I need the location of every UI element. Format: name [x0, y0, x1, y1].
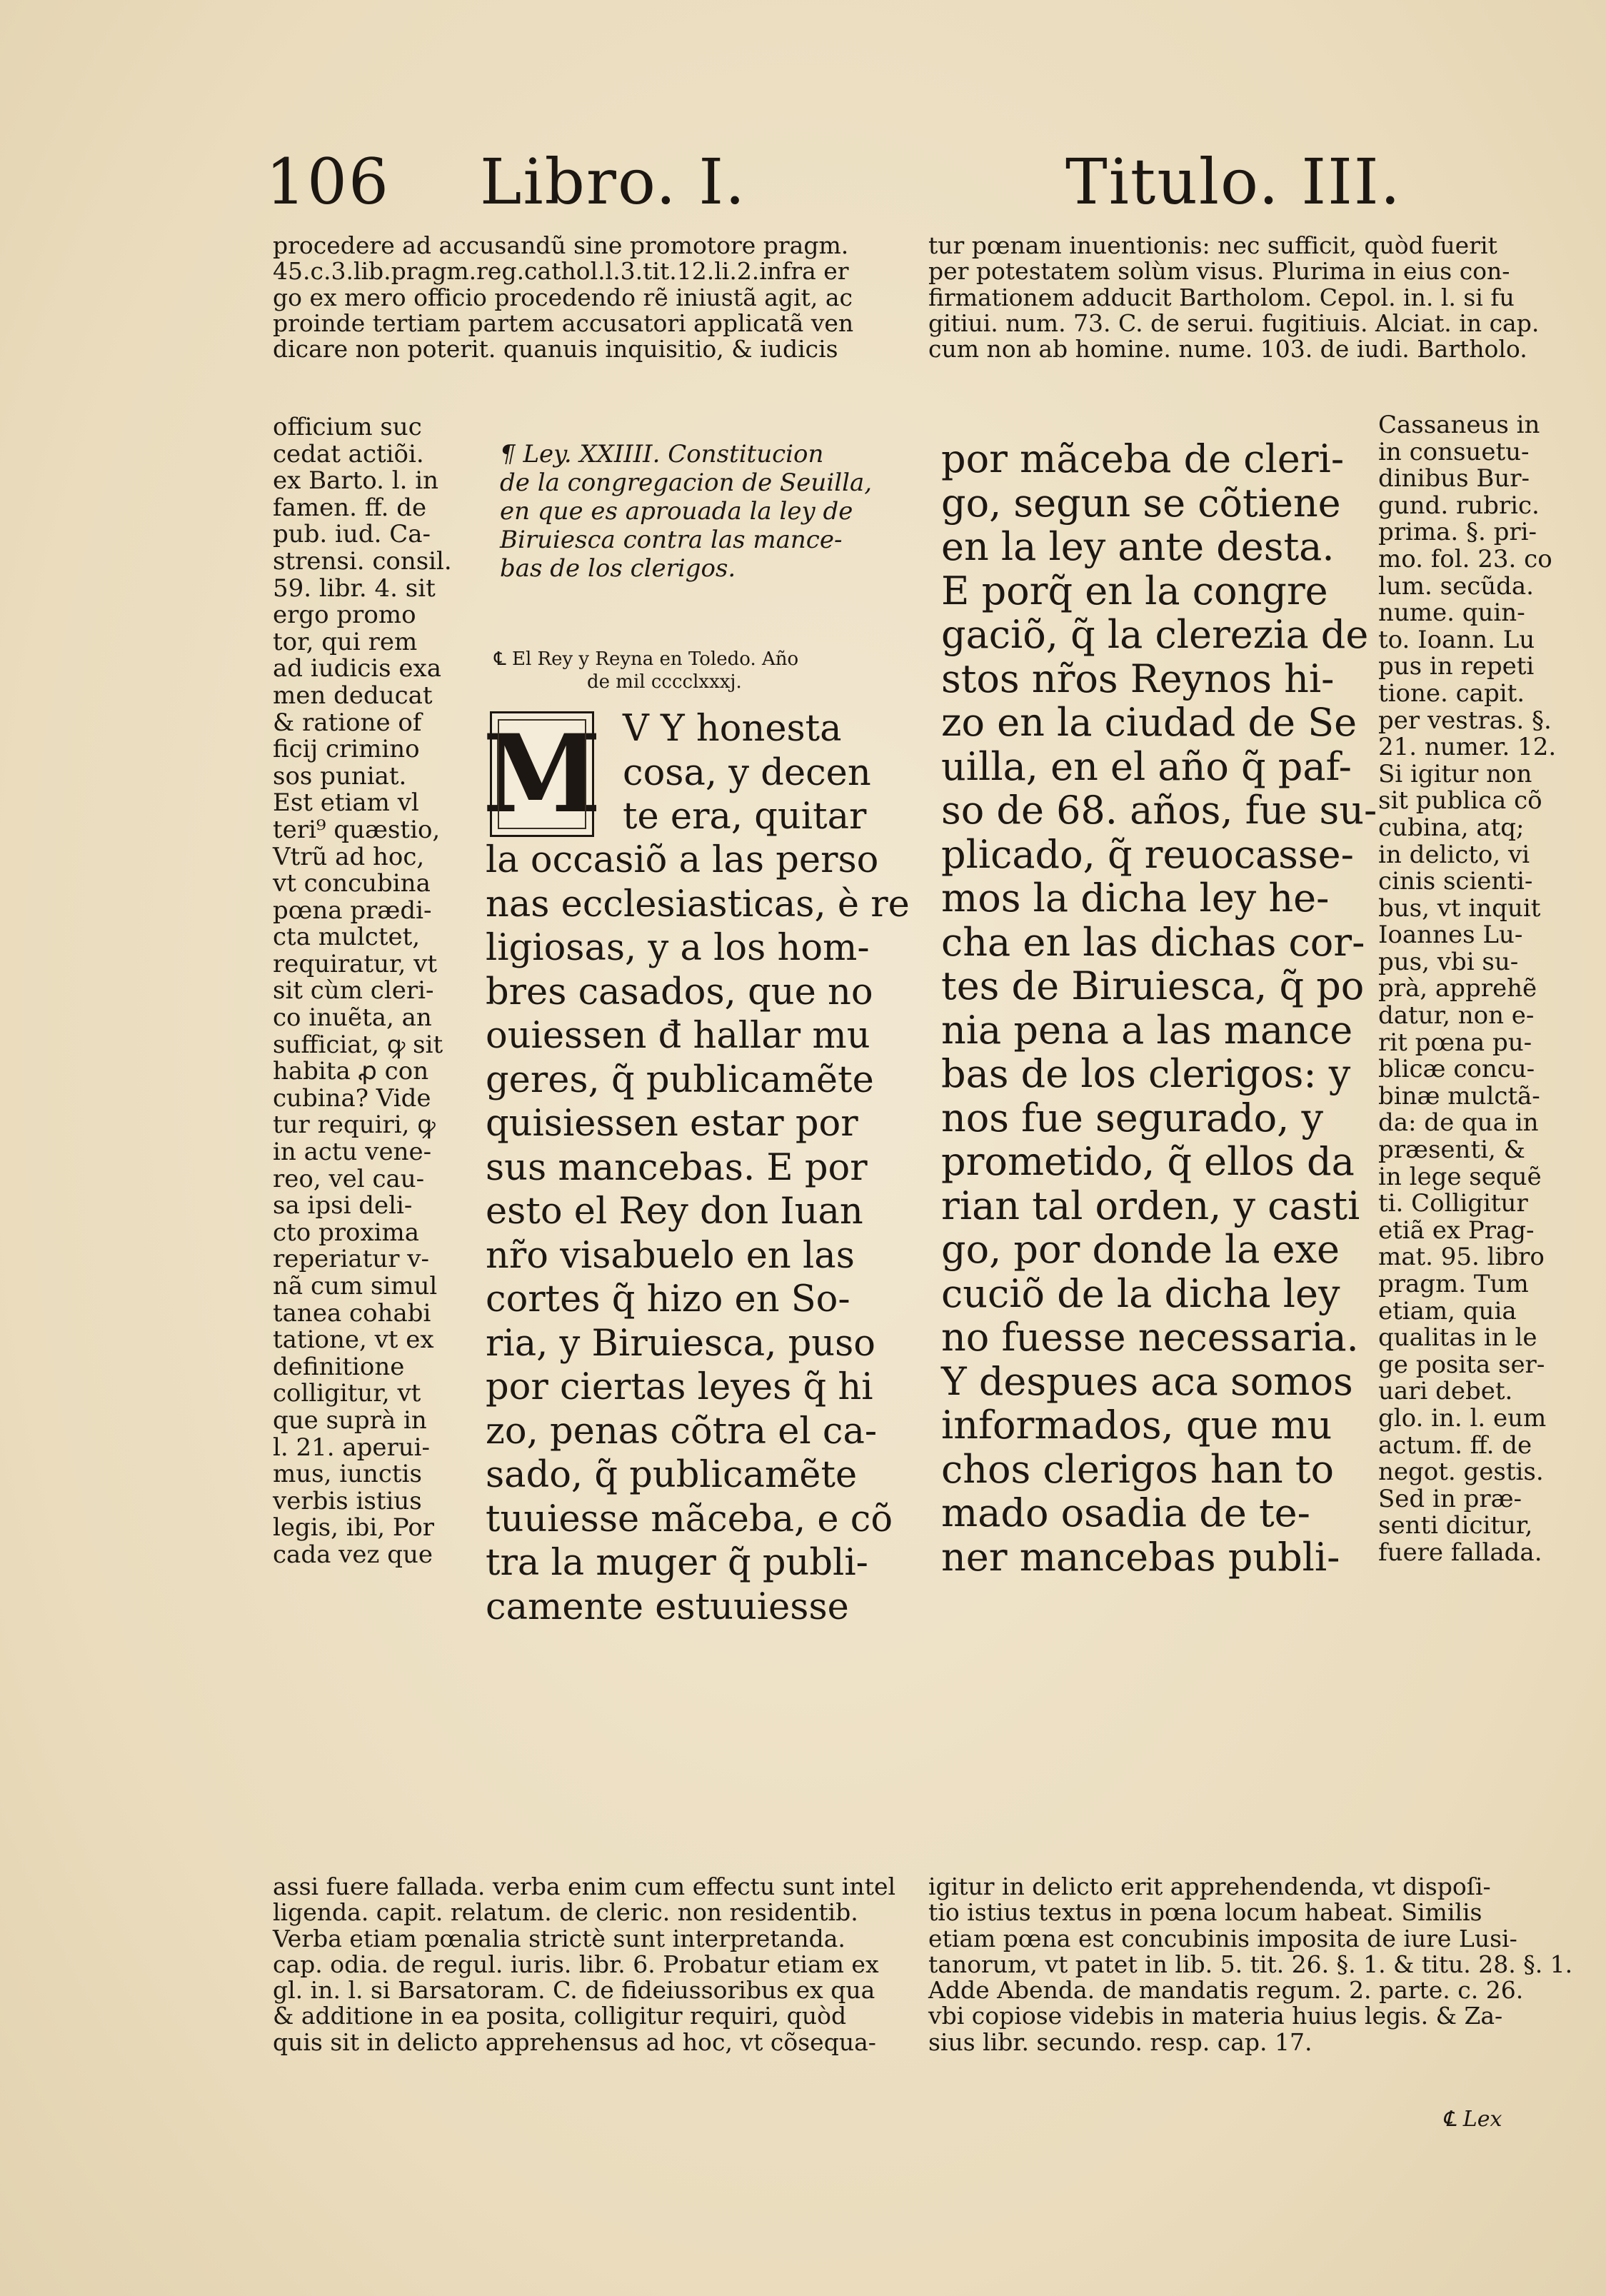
gloss-line: binæ mulctã- — [1378, 1081, 1540, 1111]
gloss-line: quis sit in delicto apprehensus ad hoc, vt cõsequa- — [273, 2027, 876, 2056]
gloss-line: & ratione of — [273, 708, 422, 737]
rubric-line: Biruiesca contra las mance- — [500, 526, 843, 554]
rubric-line: de la congregacion de Seuilla, — [500, 468, 873, 497]
running-head-title: Titulo. III. — [1065, 145, 1402, 219]
gloss-bottom-left — [273, 1874, 895, 2055]
law-line: cortes q̃ hizo en So- — [486, 1278, 850, 1320]
law-line: ria, y Biruiesca, puso — [486, 1322, 875, 1365]
rubric-date-line: de mil cccclxxxj. — [587, 671, 742, 693]
law-line: mado osadia de te- — [941, 1490, 1310, 1535]
law-line: esto el Rey don Iuan — [486, 1190, 863, 1233]
gloss-line: mo. fol. 23. co — [1378, 544, 1552, 573]
gloss-line: etiam pœna est concubinis imposita de iure Lusi- — [928, 1924, 1517, 1952]
gloss-line: pœna prædi- — [273, 896, 432, 925]
law-line: rian tal orden, y casti — [941, 1183, 1360, 1228]
gloss-line: gl. in. l. si Barsatoram. C. de fideiussoribus ex qua — [273, 1976, 875, 2005]
gloss-line: cedat actiõi. — [273, 439, 424, 468]
gloss-line: Si igitur non — [1378, 759, 1532, 788]
law-text-left — [486, 838, 910, 1629]
gloss-line: sit cùm cleri- — [273, 976, 434, 1006]
law-line: informados, que mu — [941, 1403, 1333, 1448]
gloss-line: cubina? Vide — [273, 1083, 431, 1113]
gloss-line: dinibus Bur- — [1378, 464, 1530, 493]
law-line: prometido, q̃ ellos da — [941, 1139, 1355, 1184]
gloss-line: cta mulctet, — [273, 923, 421, 952]
gloss-line: sufficiat, ꝙ sit — [273, 1030, 443, 1059]
gloss-line: assi fuere fallada. verba enim cum effectu sunt intel — [273, 1873, 896, 1900]
gloss-line: 45.c.3.lib.pragm.reg.cathol.l.3.tit.12.li.2.infra er — [273, 257, 849, 286]
gloss-line: tor, qui rem — [273, 627, 418, 656]
gloss-line: datur, non e- — [1378, 1001, 1535, 1031]
gloss-line: ligenda. capit. relatum. de cleric. non residentib. — [273, 1898, 858, 1927]
gloss-line: habita ꝓ con — [273, 1057, 429, 1086]
gloss-line: Cassaneus in — [1378, 411, 1540, 439]
gloss-line: rit pœna pu- — [1378, 1028, 1532, 1057]
gloss-line: strensi. consil. — [273, 546, 452, 576]
law-line: ligiosas, y a los hom- — [486, 927, 870, 969]
gloss-line: definitione — [273, 1352, 405, 1381]
gloss-line: cto proxima — [273, 1218, 420, 1247]
gloss-line: verbis istius — [273, 1486, 422, 1515]
rubric-line: ¶ Ley. XXIIII. Constitucion — [500, 440, 824, 468]
gloss-line: legis, ibi, Por — [273, 1513, 435, 1543]
law-line: ner mancebas publi- — [941, 1534, 1340, 1580]
gloss-line: in delicto, vi — [1378, 840, 1530, 869]
law-line: nas ecclesiasticas, è re — [486, 883, 910, 926]
gloss-line: tur pœnam inuentionis: nec sufficit, quòd fuerit — [928, 231, 1497, 259]
gloss-line: da: de qua in — [1378, 1108, 1539, 1138]
gloss-line: ficij crimino — [273, 735, 420, 764]
gloss-line: cap. odia. de regul. iuris. libr. 6. Probatur etiam ex — [273, 1950, 879, 1978]
gloss-line: teri⁹ quæstio, — [273, 815, 441, 844]
law-line: E porq̃ en la congre — [941, 568, 1328, 613]
gloss-line: ti. Colligitur — [1378, 1189, 1528, 1218]
law-line: zo en la ciudad de Se — [941, 700, 1357, 745]
gloss-line: procedere ad accusandũ sine promotore pragm. — [273, 231, 849, 259]
law-line: camente estuuiesse — [486, 1585, 849, 1628]
gloss-line: men deducat — [273, 681, 433, 710]
gloss-line: ergo promo — [273, 601, 416, 630]
law-line: go, segun se cõtiene — [941, 480, 1341, 526]
law-line: cha en las dichas cor- — [941, 919, 1365, 965]
gloss-line: pragm. Tum — [1378, 1270, 1529, 1298]
gloss-line: ad iudicis exa — [273, 654, 441, 683]
gloss-line: præsenti, & — [1378, 1136, 1525, 1165]
running-head-book: Libro. I. — [480, 145, 747, 219]
law-line: cuciõ de la dicha ley — [941, 1270, 1340, 1316]
gloss-line: & additione in ea posita, colligitur requiri, quòd — [273, 2002, 847, 2030]
gloss-right-column — [1378, 412, 1556, 1567]
gloss-line: nã cum simul — [273, 1272, 438, 1300]
gloss-line: reo, vel cau- — [273, 1164, 425, 1193]
gloss-line: in consuetu- — [1378, 437, 1530, 466]
gloss-line: proinde tertiam partem accusatori applicatã ven — [273, 309, 854, 337]
law-line: tes de Biruiesca, q̃ po — [941, 963, 1365, 1008]
gloss-line: gund. rubric. — [1378, 491, 1540, 520]
law-line: Y despues aca somos — [941, 1358, 1353, 1404]
law-line: te era, quitar — [623, 796, 867, 838]
law-line: nr̃o visabuelo en las — [486, 1234, 855, 1277]
gloss-line: senti dicitur, — [1378, 1511, 1533, 1540]
gloss-line: tio istius textus in pœna locum habeat. Similis — [928, 1898, 1482, 1927]
gloss-line: in actu vene- — [273, 1138, 432, 1167]
gloss-line: lum. secũda. — [1378, 571, 1534, 601]
gloss-line: tur requiri, ꝙ — [273, 1111, 436, 1140]
gloss-line: pub. iud. Ca- — [273, 520, 431, 549]
law-line: bres casados, que no — [486, 971, 873, 1013]
law-line: nos fue segurado, y — [941, 1095, 1323, 1141]
gloss-line: sa ipsi deli- — [273, 1191, 413, 1220]
gloss-line: go ex mero officio procedendo rẽ iniustã agit, ac — [273, 283, 853, 311]
gloss-line: mat. 95. libro — [1378, 1243, 1545, 1272]
gloss-line: nume. quin- — [1378, 598, 1525, 628]
law-date-note — [494, 648, 798, 693]
gloss-line: que suprà in — [273, 1405, 427, 1435]
gloss-line: l. 21. aperui- — [273, 1433, 431, 1462]
gloss-top-left — [273, 233, 853, 362]
gloss-line: Verba etiam pœnalia strictè sunt interpretanda. — [273, 1924, 845, 1952]
gloss-line: per potestatem solùm visus. Plurima in eius con- — [928, 257, 1510, 286]
gloss-line: prima. §. pri- — [1378, 518, 1537, 547]
gloss-line: reperiatur v- — [273, 1245, 429, 1274]
law-line: stos nr̃os Reynos hi- — [941, 656, 1335, 701]
law-line: ouiessen đ hallar mu — [486, 1015, 870, 1057]
law-line: en la ley ante desta. — [941, 524, 1335, 569]
law-line: sus mancebas. E por — [486, 1146, 868, 1189]
catchword: ℄ Lex — [1442, 2107, 1502, 2132]
gloss-line: firmationem adducit Bartholom. Cepol. in. l. si fu — [928, 283, 1515, 311]
law-line: zo, penas cõtra el ca- — [486, 1410, 878, 1453]
gloss-line: officium suc — [273, 413, 422, 441]
gloss-line: co inuẽta, an — [273, 1003, 432, 1033]
law-text-left-indented — [623, 707, 871, 839]
gloss-line: ex Barto. l. in — [273, 466, 439, 496]
gloss-bottom-right — [928, 1874, 1572, 2055]
gloss-line: requiratur, vt — [273, 949, 437, 978]
gloss-line: pus, vbi su- — [1378, 947, 1519, 976]
gloss-line: tatione, vt ex — [273, 1325, 434, 1355]
gloss-line: gitiui. num. 73. C. de serui. fugitiuis. Alciat. in cap. — [928, 309, 1540, 337]
law-line: so de 68. años, fue su- — [941, 788, 1377, 833]
gloss-line: sius libr. secundo. resp. cap. 17. — [928, 2027, 1313, 2056]
gloss-line: Vtrũ ad hoc, — [273, 842, 425, 871]
gloss-line: fuere fallada. — [1378, 1538, 1542, 1567]
gloss-line: 59. libr. 4. sit — [273, 573, 436, 603]
law-line: cosa, y decen — [623, 751, 871, 794]
gloss-line: famen. ff. de — [273, 493, 427, 522]
gloss-line: sos puniat. — [273, 761, 407, 791]
page-number: 106 — [266, 145, 390, 219]
gloss-line: igitur in delicto erit apprehendenda, vt dispoſi- — [928, 1873, 1491, 1900]
gloss-line: in lege sequẽ — [1378, 1162, 1542, 1191]
law-line: chos clerigos han to — [941, 1446, 1335, 1492]
law-line: tra la muger q̃ publi- — [486, 1542, 868, 1584]
gloss-line: Sed in præ- — [1378, 1484, 1522, 1513]
gloss-left-column — [273, 414, 452, 1569]
gloss-line: etiam, quia — [1378, 1296, 1517, 1325]
law-line: sado, q̃ publicamẽte — [486, 1454, 858, 1496]
gloss-line: tione. capit. — [1378, 678, 1525, 708]
law-line: no fuesse necessaria. — [941, 1315, 1359, 1360]
gloss-line: etiã ex Prag- — [1378, 1215, 1535, 1245]
decorated-initial: M — [482, 711, 602, 837]
gloss-line: Est etiam vl — [273, 788, 419, 818]
gloss-line: tanorum, vt patet in lib. 5. tit. 26. §. 1. & titu. 28. §. 1. — [928, 1950, 1573, 1978]
law-line: uilla, en el año q̃ paf- — [941, 743, 1352, 789]
law-line: V Y honesta — [623, 708, 842, 750]
gloss-line: cinis scienti- — [1378, 867, 1533, 896]
law-line: gaciõ, q̃ la clerezia de — [941, 612, 1369, 657]
gloss-line: ge posita ser- — [1378, 1350, 1545, 1379]
gloss-line: dicare non poterit. quanuis inquisitio, & iudicis — [273, 335, 838, 364]
gloss-line: tanea cohabi — [273, 1298, 431, 1328]
gloss-line: glo. in. l. eum — [1378, 1403, 1547, 1433]
law-line: bas de los clerigos: y — [941, 1051, 1351, 1096]
rubric-line: en que es aprouada la ley de — [500, 497, 853, 526]
gloss-line: qualitas in le — [1378, 1323, 1537, 1353]
gloss-line: prà, apprehẽ — [1378, 974, 1537, 1003]
gloss-line: Ioannes Lu- — [1378, 921, 1523, 950]
law-rubric — [500, 440, 872, 583]
gloss-line: cum non ab homine. nume. 103. de iudi. Bartholo. — [928, 335, 1527, 364]
gloss-line: Adde Abenda. de mandatis regum. 2. parte. c. 26. — [928, 1976, 1524, 2005]
rubric-line: bas de los clerigos. — [500, 554, 736, 583]
law-line: plicado, q̃ reuocasse- — [941, 831, 1354, 877]
gloss-line: to. Ioann. Lu — [1378, 625, 1535, 654]
law-line: por ciertas leyes q̃ hi — [486, 1366, 873, 1408]
law-line: quisiessen estar por — [486, 1103, 858, 1145]
gloss-line: 21. numer. 12. — [1378, 733, 1557, 762]
law-line: mos la dicha ley he- — [941, 876, 1330, 921]
gloss-line: vbi copiose videbis in materia huius legis. & Za- — [928, 2002, 1503, 2030]
gloss-line: colligitur, vt — [273, 1379, 421, 1408]
gloss-line: vt concubina — [273, 869, 431, 898]
gloss-line: actum. ff. de — [1378, 1430, 1532, 1460]
law-line: go, por donde la exe — [941, 1227, 1340, 1272]
gloss-line: mus, iunctis — [273, 1460, 422, 1489]
gloss-line: bus, vt inquit — [1378, 893, 1541, 923]
gloss-top-right — [928, 233, 1539, 362]
gloss-line: cada vez que — [273, 1540, 433, 1569]
gloss-line: sit publica cõ — [1378, 786, 1542, 816]
law-line: por mãceba de cleri- — [941, 436, 1345, 481]
law-line: geres, q̃ publicamẽte — [486, 1058, 874, 1101]
gloss-line: uari debet. — [1378, 1377, 1513, 1406]
gloss-line: per vestras. §. — [1378, 706, 1552, 735]
law-text-right — [941, 437, 1377, 1579]
law-line: la occasiõ a las perso — [486, 839, 879, 881]
law-line: nia pena a las mance — [941, 1007, 1353, 1053]
gloss-line: negot. gestis. — [1378, 1458, 1544, 1487]
rubric-date-line: ℄ El Rey y Reyna en Toledo. Año — [494, 648, 799, 670]
gloss-line: pus in repeti — [1378, 652, 1535, 681]
gloss-line: blicæ concu- — [1378, 1055, 1535, 1084]
law-line: tuuiesse mãceba, e cõ — [486, 1498, 893, 1540]
gloss-line: cubina, atq; — [1378, 813, 1525, 842]
